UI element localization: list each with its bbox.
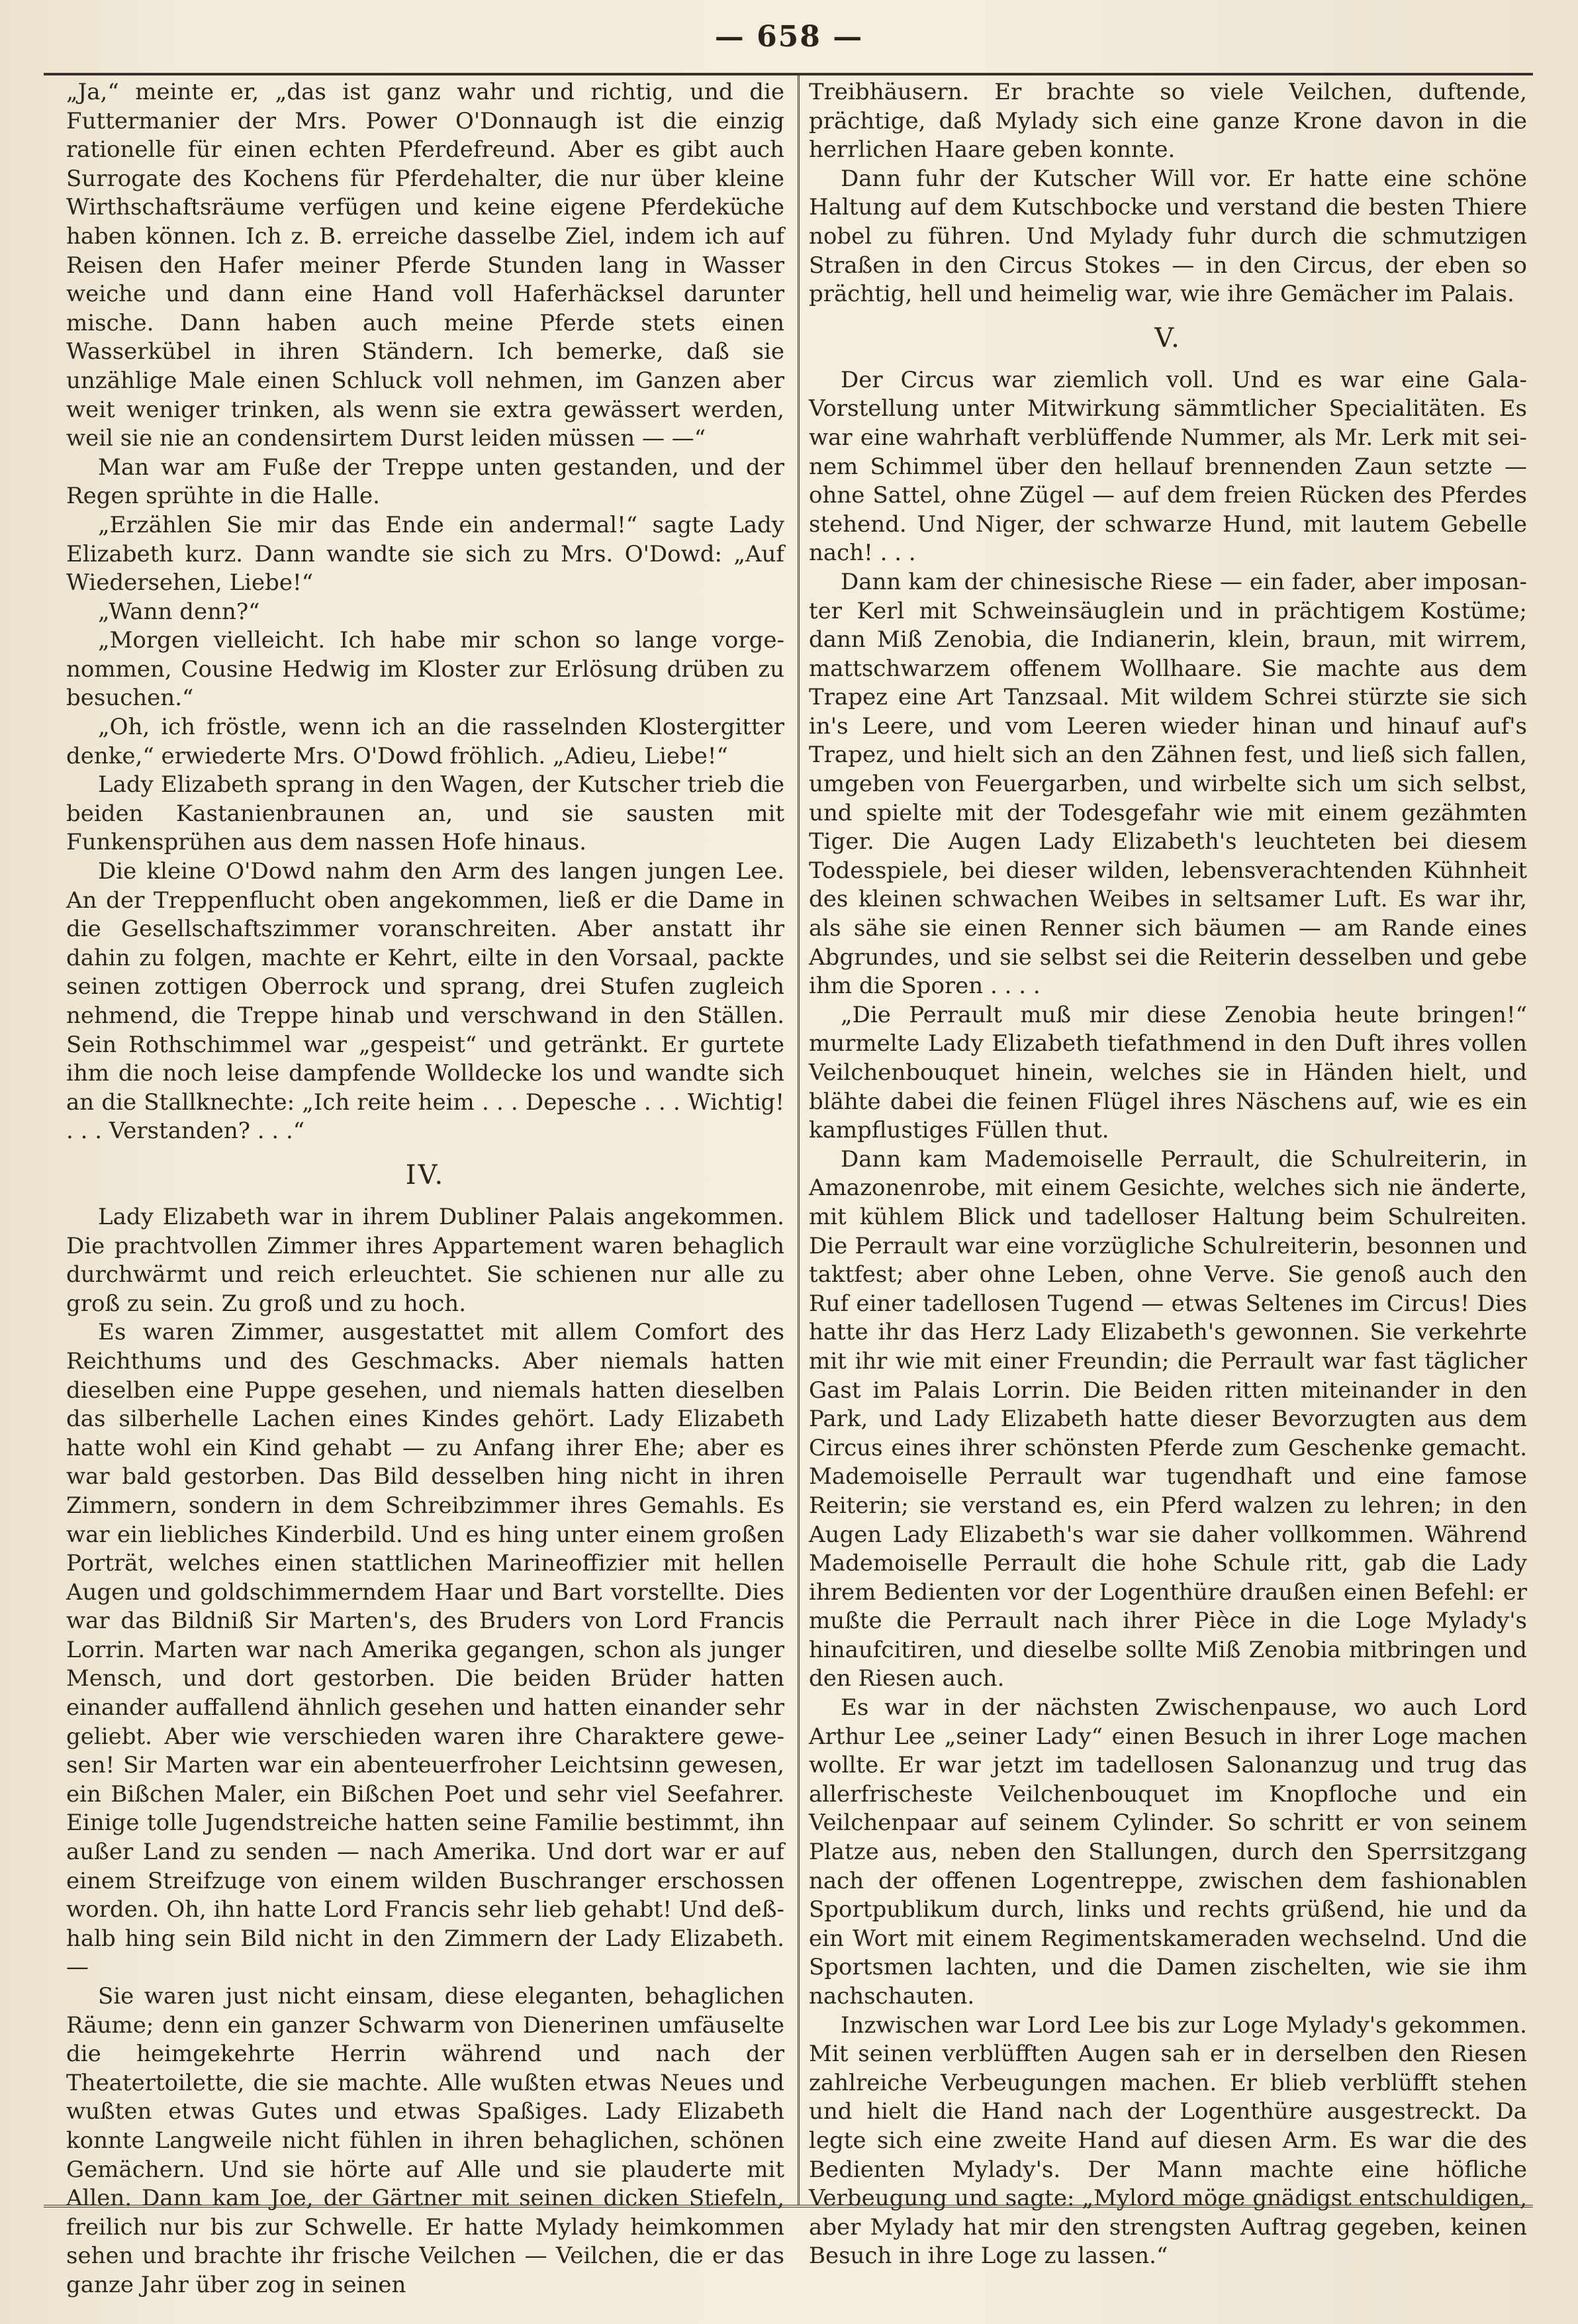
left-column	[66, 78, 784, 2298]
paragraph: „Wann denn?“	[98, 598, 260, 625]
section-heading-iv: IV.	[405, 1159, 445, 1190]
paragraph: „Morgen vielleicht. Ich habe mir schon so lange vorgenommen, Cousine Hedwig im Kloster zur Erlösung drüben zu besuchen.“	[66, 627, 784, 712]
paragraph: Der Circus war ziemlich voll. Und es war eine GalaVorstellung unter Mitwirkung sämmtlicher Specialitäten. Es war eine wahrhaft verblüffende Nummer, als Mr. Lerk mit seinem Schimmel über den hellauf brennenden Zaun setzte — ohne Sattel, ohne Zügel — auf dem freien Rücken des Pferdes stehend. Und Niger, der schwarze Hund, mit lautem Gebelle nach! . . .	[809, 366, 1527, 567]
paragraph: Die kleine O'Dowd nahm den Arm des langen jungen Lee. An der Treppenflucht oben angekommen, ließ er die Dame in die Gesellschaftszimmer voranschreiten. Aber anstatt ihr dahin zu folgen, machte er Kehrt, eilte in den Vorsaal, packte seinen zottigen Oberrock und sprang, drei Stufen zugleich nehmend, die Treppe hinab und verschwand in den Ställen. Sein Rothschimmel war „gespeist“ und getränkt. Er gurtete ihm die noch leise dampfende Wolldecke los und wandte sich an die Stallknechte: „Ich reite heim . . . Depesche . . . Wichtig! . . . Verstanden? . . .“	[66, 858, 784, 1145]
paragraph: Dann kam der chinesische Riese — ein fader, aber imposanter Kerl mit Schweinsäuglein und in prächtigem Kostüme; dann Miß Zenobia, die Indianerin, klein, braun, mit wirrem, mattschwarzem offenem Wollhaare. Sie machte aus dem Trapez eine Art Tanzsaal. Mit wildem Schrei stürzte sie sich in's Leere, und vom Leeren wieder hinan und hinauf auf's Trapez, und hielt sich an den Zähnen fest, und ließ sich fallen, umgeben von Feuergarben, und wirbelte sich um sich selbst, und spielte mit der Todesgefahr wie mit einem gezähmten Tiger. Die Augen Lady Elizabeth's leuchteten bei diesem Todesspiele, bei dieser wilden, lebensverachtenden Kühnheit des kleinen schwachen Weibes in seltsamer Luft. Es war ihr, als sähe sie einen Renner sich bäumen — am Rande eines Abgrundes, und sie selbst sei die Reiterin desselben und gebe ihm die Sporen . . . .	[809, 568, 1527, 1000]
paragraph: Es war in der nächsten Zwischenpause, wo auch Lord Arthur Lee „seiner Lady“ einen Besuch in ihrer Loge machen wollte. Er war jetzt im tadellosen Salonanzug und trug das allerfrischeste Veilchenbouquet im Knopfloche und ein Veilchenpaar auf seinem Cylinder. So schritt er von seinem Platze aus, neben den Stallungen, durch den Sperrsitzgang nach der offenen Logentreppe, zwischen dem fashionablen Sportpublikum durch, links und rechts grüßend, hie und da ein Wort mit einem Regimentskameraden wechselnd. Und die Sportsmen lachten, und die Damen zischelten, wie sie ihm nachschauten.	[809, 1694, 1527, 2009]
paragraph: Es waren Zimmer, ausgestattet mit allem Comfort des Reichthums und des Geschmacks. Aber niemals hatten dieselben eine Puppe gesehen, und niemals hatten dieselben das silberhelle Lachen eines Kindes gehört. Lady Elizabeth hatte wohl ein Kind gehabt — zu Anfang ihrer Ehe; aber es war bald gestorben. Das Bild desselben hing nicht in ihren Zimmern, sondern in dem Schreibzimmer ihres Gemahls. Es war ein liebliches Kinderbild. Und es hing unter einem großen Porträt, welches einen stattlichen Marineoffizier mit hellen Augen und goldschimmerndem Haar und Bart vorstellte. Dies war das Bildniß Sir Marten's, des Bruders von Lord Francis Lorrin. Marten war nach Amerika gegangen, schon als junger Mensch, und dort gestorben. Die beiden Brüder hatten einander auffallend ähnlich gesehen und hatten einander sehr geliebt. Aber wie verschieden waren ihre Charaktere gewesen! Sir Marten war ein abenteuerfroher Leichtsinn gewesen, ein Bißchen Maler, ein Bißchen Poet und sehr viel Seefahrer. Einige tolle Jugendstreiche hatten seine Familie bestimmt, ihn außer Land zu senden — nach Amerika. Und dort war er auf einem Streifzuge von einem wilden Buschranger erschossen worden. Oh, ihn hatte Lord Francis sehr lieb gehabt! Und deßhalb hing sein Bild nicht in den Zimmern der Lady Elizabeth. —	[66, 1319, 784, 1981]
paragraph: Lady Elizabeth war in ihrem Dubliner Palais angekommen. Die prachtvollen Zimmer ihres Appartement waren behaglich durchwärmt und reich erleuchtet. Sie schienen nur alle zu groß zu sein. Zu groß und zu hoch.	[66, 1203, 784, 1317]
paragraph: Dann fuhr der Kutscher Will vor. Er hatte eine schöne Haltung auf dem Kutschbocke und verstand die besten Thiere nobel zu führen. Und Mylady fuhr durch die schmutzigen Straßen in den Circus Stokes — in den Circus, der eben so prächtig, hell und heimelig war, wie ihre Gemächer im Palais.	[809, 165, 1527, 308]
header-rule	[44, 73, 1533, 75]
paragraph: „Erzählen Sie mir das Ende ein andermal!“ sagte Lady Elizabeth kurz. Dann wandte sie sich zu Mrs. O'Dowd: „Auf Wiedersehen, Liebe!“	[66, 511, 784, 597]
paragraph: „Oh, ich fröstle, wenn ich an die rasselnden Klostergitter denke,“ erwiederte Mrs. O'Dowd fröhlich. „Adieu, Liebe!“	[66, 714, 784, 769]
paragraph: Treibhäusern. Er brachte so viele Veilchen, duftende, prächtige, daß Mylady sich eine ganze Krone davon in die herrlichen Haare geben konnte.	[809, 79, 1527, 164]
paragraph: Man war am Fuße der Treppe unten gestanden, und der Regen sprühte in die Halle.	[66, 454, 784, 510]
paragraph: Lady Elizabeth sprang in den Wagen, der Kutscher trieb die beiden Kastanienbraunen an, und sie sausten mit Funkensprühen aus dem nassen Hofe hinaus.	[66, 771, 784, 856]
paragraph: Inzwischen war Lord Lee bis zur Loge Mylady's gekommen. Mit seinen verblüfften Augen sah er in derselben den Riesen zahlreiche Verbeugungen machen. Er blieb verblüfft stehen und hielt die Hand nach der Logenthüre ausgestreckt. Da legte sich eine zweite Hand auf diesen Arm. Es war die des Bedienten Mylady's. Der Mann machte eine höfliche Verbeugung und sagte: „Mylord möge gnädigst entschuldigen, aber Mylady hat mir den strengsten Auftrag gegeben, keinen Besuch in ihre Loge zu lassen.“	[809, 2011, 1527, 2270]
paragraph: „Die Perrault muß mir diese Zenobia heute bringen!“ murmelte Lady Elizabeth tiefathmend in den Duft ihres vollen Veilchenbouquet hinein, welches sie in Händen hielt, und blähte dabei die feinen Flügel ihres Näschens auf, wie es ein kampflustiges Füllen thut.	[809, 1001, 1527, 1144]
paragraph: „Ja,“ meinte er, „das ist ganz wahr und richtig, und die Futtermanier der Mrs. Power O'Donnaugh ist die einzig rationelle für einen echten Pferdefreund. Aber es gibt auch Surrogate des Kochens für Pferdehalter, die nur über kleine Wirthschaftsräume verfügen und keine eigene Pferdeküche haben können. Ich z. B. erreiche dasselbe Ziel, indem ich auf Reisen den Hafer meiner Pferde Stunden lang in Wasser weiche und dann eine Hand voll Haferhäcksel darunter mische. Dann haben auch meine Pferde stets einen Wasserkübel in ihren Ständern. Ich bemerke, daß sie unzählige Male einen Schluck voll nehmen, im Ganzen aber weit weniger trinken, als wenn sie extra gewässert werden, weil sie nie an condensirtem Durst leiden müssen — —“	[66, 79, 784, 452]
column-divider	[798, 74, 802, 2205]
right-column	[809, 78, 1527, 2270]
paragraph: Dann kam Mademoiselle Perrault, die Schulreiterin, in Amazonenrobe, mit einem Gesichte, welches sich nie änderte, mit kühlem Blick und tadelloser Haltung beim Schulreiten. Die Perrault war eine vorzügliche Schulreiterin, besonnen und taktfest; aber ohne Leben, ohne Verve. Sie genoß auch den Ruf einer tadellosen Tugend — etwas Seltenes im Circus! Dies hatte ihr das Herz Lady Elizabeth's gewonnen. Sie verkehrte mit ihr wie mit einer Freundin; die Perrault war fast täglicher Gast im Palais Lorrin. Die Beiden ritten miteinander in den Park, und Lady Elizabeth hatte dieser Bevorzugten aus dem Circus eines ihrer schönsten Pferde zum Geschenke gemacht. Mademoiselle Perrault war tugendhaft und eine famose Reiterin; sie verstand es, ein Pferd walzen zu lehren; in den Augen Lady Elizabeth's war sie daher vollkommen. Während Mademoiselle Perrault die hohe Schule ritt, gab die Lady ihrem Bedienten vor der Logenthüre draußen einen Befehl: er mußte die Perrault nach ihrer Pièce in die Loge Mylady's hinaufcitiren, und dieselbe sollte Miß Zenobia mitbringen und den Riesen auch.	[809, 1145, 1527, 1692]
section-heading-v: V.	[1154, 322, 1182, 354]
footer-rule	[44, 2205, 1533, 2211]
page-number: — 658 —	[714, 20, 864, 54]
paragraph: Sie waren just nicht einsam, diese eleganten, behaglichen Räume; denn ein ganzer Schwarm von Dienerinen umfäuselte die heimgekehrte Herrin während und nach der Theatertoilette, die sie machte. Alle wußten etwas Neues und wußten etwas Gutes und etwas Spaßiges. Lady Elizabeth konnte Langweile nicht fühlen in ihren behaglichen, schönen Gemächern. Und sie hörte auf Alle und sie plauderte mit Allen. Dann kam Joe, der Gärtner mit seinen dicken Stiefeln, freilich nur bis zur Schwelle. Er hatte Mylady heimkommen sehen und brachte ihr frische Veilchen — Veilchen, die er das ganze Jahr über zog in seinen	[66, 1983, 784, 2298]
